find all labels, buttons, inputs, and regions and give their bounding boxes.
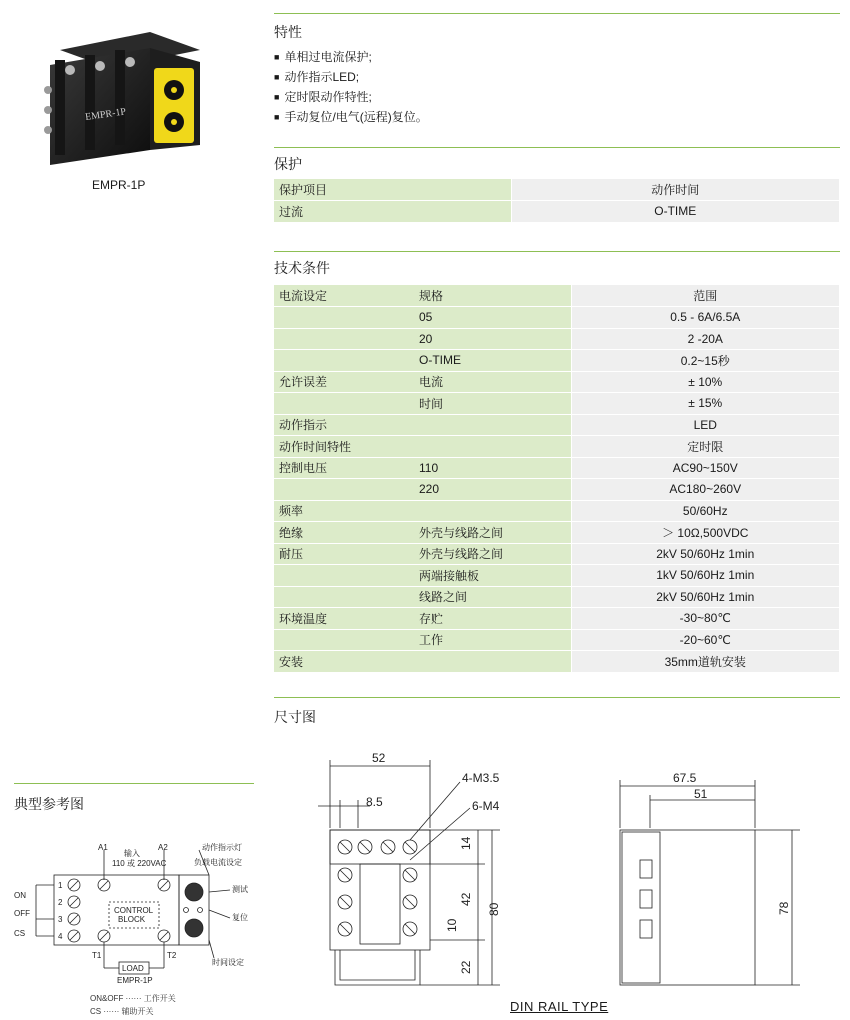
section-rule xyxy=(14,783,254,784)
table-row xyxy=(274,565,839,587)
wiring-label: OFF xyxy=(14,909,30,918)
table-cell: 过流 xyxy=(274,201,511,223)
table-cell: -30~80℃ xyxy=(571,608,839,630)
wiring-label: 负载电流设定 xyxy=(194,858,242,867)
wiring-label: T1 xyxy=(92,951,102,960)
dim-label: 22 xyxy=(459,960,473,974)
wiring-label: 输入 xyxy=(124,849,140,858)
section-title-tech: 技术条件 xyxy=(274,260,330,276)
table-cell: 35mm道轨安装 xyxy=(571,651,839,673)
table-row xyxy=(274,307,839,329)
table-cell xyxy=(274,350,414,372)
dim-label: 52 xyxy=(372,751,386,765)
dim-label: 67.5 xyxy=(673,771,697,785)
table-cell: 50/60Hz xyxy=(571,500,839,522)
table-cell: 0.2~15秒 xyxy=(571,350,839,372)
table-cell: 2 -20A xyxy=(571,328,839,350)
wiring-label: 动作指示灯 xyxy=(202,843,242,852)
table-cell: 动作时间 xyxy=(511,179,839,201)
table-row xyxy=(274,285,839,307)
wiring-legend: CS ······ 辅助开关 xyxy=(90,1007,154,1016)
table-cell: LED xyxy=(571,414,839,436)
feature-item: ■ 定时限动作特性; xyxy=(274,88,428,108)
table-row xyxy=(274,608,839,630)
wiring-label: EMPR-1P xyxy=(117,976,153,985)
table-cell: -20~60℃ xyxy=(571,629,839,651)
table-row xyxy=(274,522,839,544)
din-rail-label: DIN RAIL TYPE xyxy=(510,999,609,1014)
table-cell: 0.5 - 6A/6.5A xyxy=(571,307,839,329)
wiring-diagram xyxy=(14,840,254,1015)
wiring-label: 复位 xyxy=(232,913,248,922)
wiring-label: 4 xyxy=(58,932,63,941)
dim-label: 6-M4 xyxy=(472,799,500,813)
table-cell: ± 15% xyxy=(571,393,839,415)
dim-label: 4-M3.5 xyxy=(462,771,500,785)
table-cell xyxy=(274,393,414,415)
wiring-label: CONTROL xyxy=(114,906,154,915)
table-cell: 2kV 50/60Hz 1min xyxy=(571,543,839,565)
feature-item: ■ 动作指示LED; xyxy=(274,68,428,88)
section-title-dimensions: 尺寸图 xyxy=(274,709,316,725)
wiring-label: ON xyxy=(14,891,26,900)
wiring-label: CS xyxy=(14,929,26,938)
table-row xyxy=(274,371,839,393)
table-cell: ＞ 10Ω,500VDC xyxy=(571,522,839,544)
table-cell: 时间 xyxy=(414,393,571,415)
table-cell: 线路之间 xyxy=(414,586,571,608)
table-row xyxy=(274,651,839,673)
table-row xyxy=(274,500,839,522)
table-cell: 20 xyxy=(414,328,571,350)
table-row xyxy=(274,479,839,501)
table-cell xyxy=(274,629,414,651)
table-cell xyxy=(274,586,414,608)
table-cell xyxy=(414,414,571,436)
table-cell: O-TIME xyxy=(414,350,571,372)
protection-table xyxy=(274,179,839,223)
table-cell: O-TIME xyxy=(511,201,839,223)
table-cell xyxy=(274,479,414,501)
wiring-label: 1 xyxy=(58,881,63,890)
dimension-drawing xyxy=(300,740,820,1020)
section-rule xyxy=(274,697,840,698)
table-cell: 工作 xyxy=(414,629,571,651)
table-cell: 规格 xyxy=(414,285,571,307)
wiring-label: 测试 xyxy=(232,885,248,894)
wiring-label: 时间设定 xyxy=(212,958,244,967)
wiring-label: 3 xyxy=(58,915,63,924)
table-cell: 05 xyxy=(414,307,571,329)
table-cell: 环境温度 xyxy=(274,608,414,630)
table-cell: 定时限 xyxy=(571,436,839,458)
table-row xyxy=(274,328,839,350)
section-rule xyxy=(274,251,840,252)
table-row xyxy=(274,457,839,479)
section-rule xyxy=(274,13,840,14)
section-title-features: 特性 xyxy=(274,24,302,40)
section-title-protection: 保护 xyxy=(274,156,302,172)
dim-label: 10 xyxy=(445,918,459,932)
table-cell: 绝缘 xyxy=(274,522,414,544)
dim-label: 42 xyxy=(459,892,473,906)
wiring-legend: ON&OFF ······ 工作开关 xyxy=(90,994,176,1003)
table-cell: ± 10% xyxy=(571,371,839,393)
feature-item: ■ 手动复位/电气(远程)复位。 xyxy=(274,108,428,128)
table-cell xyxy=(414,651,571,673)
table-row xyxy=(274,201,839,223)
wiring-label: 110 或 220VAC xyxy=(112,859,167,868)
table-row xyxy=(274,414,839,436)
table-cell: 两端接触板 xyxy=(414,565,571,587)
table-cell: 动作时间特性 xyxy=(274,436,414,458)
table-cell: 1kV 50/60Hz 1min xyxy=(571,565,839,587)
wiring-label: LOAD xyxy=(122,964,144,973)
dim-label: 78 xyxy=(777,901,791,915)
wiring-label: 2 xyxy=(58,898,63,907)
dim-label: 8.5 xyxy=(366,795,383,809)
table-cell: AC90~150V xyxy=(571,457,839,479)
dim-label: 51 xyxy=(694,787,708,801)
table-cell: 允许误差 xyxy=(274,371,414,393)
table-row xyxy=(274,586,839,608)
table-cell: 2kV 50/60Hz 1min xyxy=(571,586,839,608)
table-row xyxy=(274,436,839,458)
table-cell: 110 xyxy=(414,457,571,479)
table-cell: 控制电压 xyxy=(274,457,414,479)
tech-table xyxy=(274,285,839,673)
table-cell: AC180~260V xyxy=(571,479,839,501)
table-row xyxy=(274,543,839,565)
table-cell: 电流 xyxy=(414,371,571,393)
table-cell: 保护项目 xyxy=(274,179,511,201)
table-row xyxy=(274,179,839,201)
section-title-wiring: 典型参考图 xyxy=(14,796,84,812)
table-cell xyxy=(414,500,571,522)
dim-label: 14 xyxy=(459,836,473,850)
wiring-label: A1 xyxy=(98,843,108,852)
table-cell: 外壳与线路之间 xyxy=(414,543,571,565)
table-cell: 电流设定 xyxy=(274,285,414,307)
table-row xyxy=(274,350,839,372)
feature-item: ■ 单相过电流保护; xyxy=(274,48,428,68)
wiring-label: A2 xyxy=(158,843,168,852)
table-row xyxy=(274,393,839,415)
dim-label: 80 xyxy=(487,902,501,916)
table-cell: 存贮 xyxy=(414,608,571,630)
product-image xyxy=(30,20,230,170)
table-row xyxy=(274,629,839,651)
table-cell xyxy=(274,328,414,350)
wiring-label: BLOCK xyxy=(118,915,146,924)
table-cell xyxy=(274,565,414,587)
table-cell: 安装 xyxy=(274,651,414,673)
section-rule xyxy=(274,147,840,148)
table-cell: 耐压 xyxy=(274,543,414,565)
wiring-label: T2 xyxy=(167,951,177,960)
table-cell: 220 xyxy=(414,479,571,501)
table-cell: 频率 xyxy=(274,500,414,522)
product-caption: EMPR-1P xyxy=(92,178,146,192)
table-cell xyxy=(274,307,414,329)
feature-list xyxy=(274,48,428,128)
table-cell xyxy=(414,436,571,458)
table-cell: 动作指示 xyxy=(274,414,414,436)
table-cell: 外壳与线路之间 xyxy=(414,522,571,544)
table-cell: 范围 xyxy=(571,285,839,307)
device-label: EMPR-1P xyxy=(84,106,127,124)
